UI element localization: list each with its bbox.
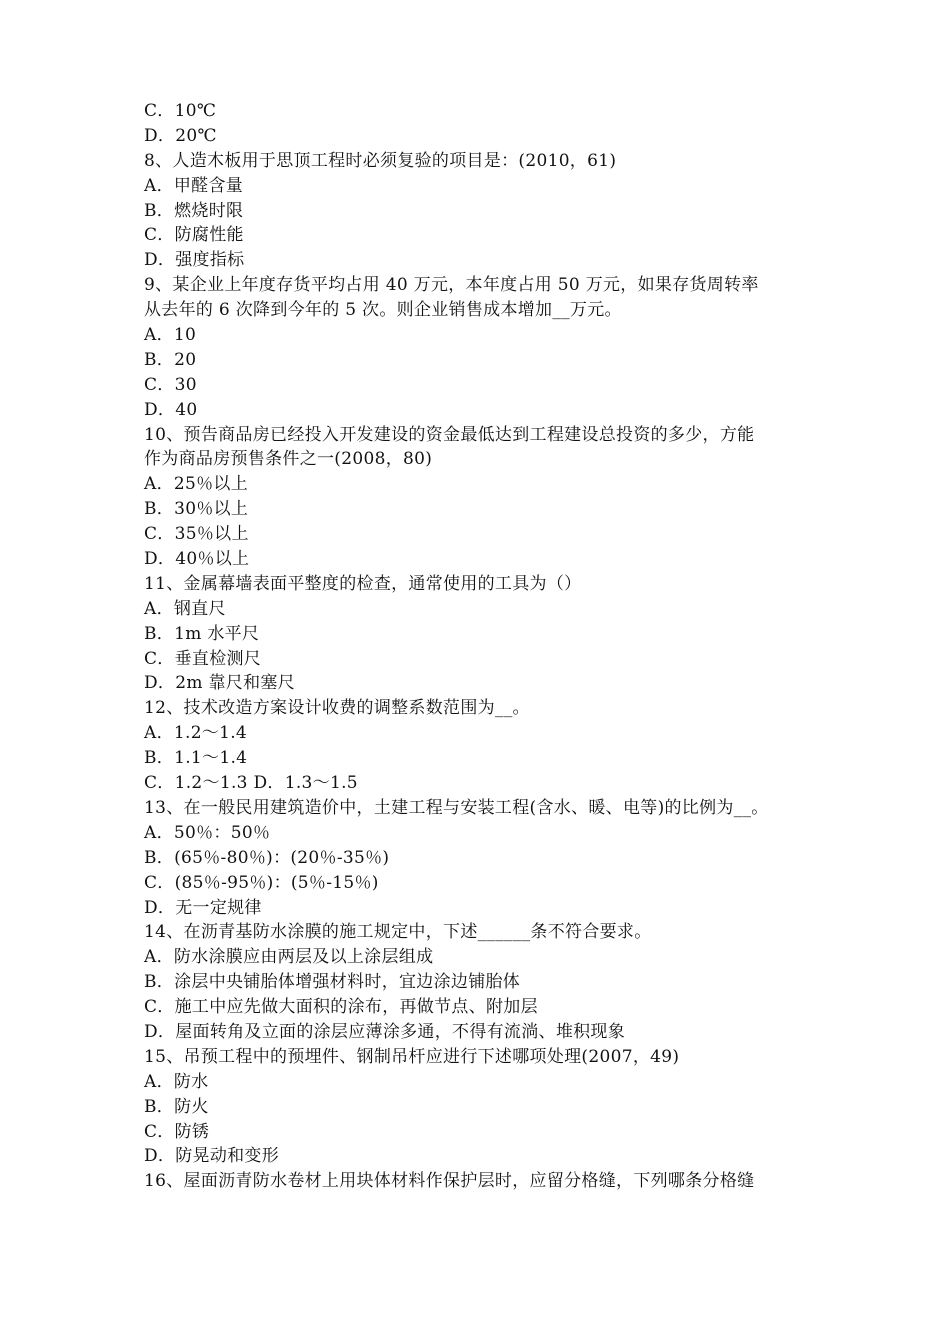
question-line: 作为商品房预售条件之一(2008，80)	[144, 449, 433, 470]
question-line: 14、在沥青基防水涂膜的施工规定中，下述______条不符合要求。	[144, 922, 652, 943]
option-line: C．10℃	[144, 101, 217, 121]
question-line: 9、某企业上年度存货平均占用 40 万元，本年度占用 50 万元，如果存货周转率	[144, 275, 759, 296]
question-line: 10、预告商品房已经投入开发建设的资金最低达到工程建设总投资的多少，方能	[144, 424, 755, 445]
option-line: B．涂层中央铺胎体增强材料时，宜边涂边铺胎体	[144, 972, 521, 993]
option-line: C．施工中应先做大面积的涂布，再做节点、附加层	[144, 997, 538, 1018]
option-line: B．燃烧时限	[144, 200, 244, 221]
option-line: D．无一定规律	[144, 897, 262, 918]
option-line: A．1.2～1.4	[144, 723, 248, 744]
option-line: A．10	[144, 325, 197, 346]
question-line: 11、金属幕墙表面平整度的检查，通常使用的工具为（）	[144, 573, 582, 594]
option-line: C．防锈	[144, 1121, 210, 1142]
option-line: C．1.2～1.3 D．1.3～1.5	[144, 773, 358, 794]
question-line: 8、人造木板用于思顶工程时必须复验的项目是：(2010，61)	[144, 150, 617, 171]
option-line: A．防水	[144, 1071, 209, 1092]
option-line: A．25％以上	[144, 474, 249, 495]
option-line: A．50％：50％	[144, 822, 271, 843]
option-line: B．1m 水平尺	[144, 623, 260, 644]
option-line: A．防水涂膜应由两层及以上涂层组成	[144, 947, 434, 968]
option-line: C．(85％-95％)：(5％-15％)	[144, 872, 379, 893]
option-line: A．钢直尺	[144, 598, 226, 619]
question-line: 12、技术改造方案设计收费的调整系数范围为__。	[144, 698, 530, 719]
option-line: D．2m 靠尺和塞尺	[144, 673, 295, 694]
option-line: D．屋面转角及立面的涂层应薄涂多通，不得有流淌、堆积现象	[144, 1021, 626, 1042]
option-line: D．强度指标	[144, 250, 245, 271]
option-line: C．垂直检测尺	[144, 648, 262, 669]
question-line: 15、吊预工程中的预埋件、钢制吊杆应进行下述哪项处理(2007，49)	[144, 1046, 680, 1067]
question-line: 从去年的 6 次降到今年的 5 次。则企业销售成本增加__万元。	[144, 300, 622, 321]
option-line: D．40	[144, 399, 198, 420]
option-line: C．30	[144, 374, 197, 395]
question-line: 16、屋面沥青防水卷材上用块体材料作保护层时，应留分格缝，下列哪条分格缝	[144, 1171, 755, 1192]
option-line: A．甲醛含量	[144, 175, 244, 196]
option-line: B．1.1～1.4	[144, 748, 248, 769]
option-line: B．20	[144, 349, 197, 370]
option-line: D．20℃	[144, 125, 217, 146]
option-line: D．40％以上	[144, 549, 250, 570]
option-line: D．防晃动和变形	[144, 1146, 280, 1167]
option-line: B．防火	[144, 1096, 209, 1117]
document-body	[144, 99, 814, 1194]
option-line: C．防腐性能	[144, 225, 244, 246]
option-line: B．30％以上	[144, 499, 249, 520]
option-line: B．(65％-80％)：(20％-35％)	[144, 847, 390, 868]
question-line: 13、在一般民用建筑造价中，土建工程与安装工程(含水、暖、电等)的比例为__。	[144, 797, 769, 818]
option-line: C．35％以上	[144, 524, 249, 545]
